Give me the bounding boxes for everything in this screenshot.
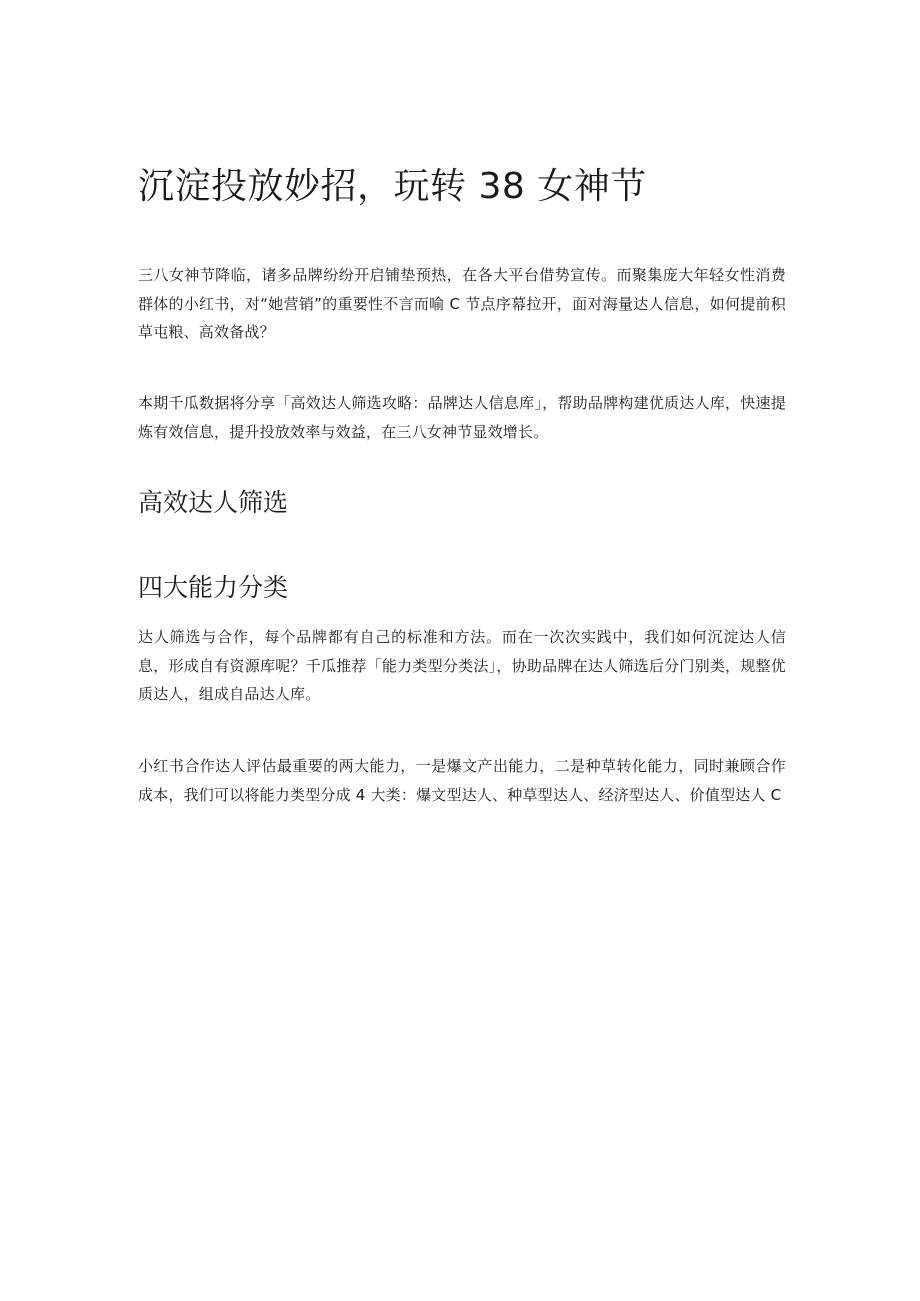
section-heading-filter: 高效达人筛选 (138, 488, 289, 517)
categories-paragraph: 小红书合作达人评估最重要的两大能力，一是爆文产出能力，二是种草转化能力，同时兼顾合作成本，我们可以将能力类型分成 4 大类：爆文型达人、种草型达人、经济型达人、价值型达人 C (138, 757, 786, 804)
intro-paragraph: 三八女神节降临，诸多品牌纷纷开启铺垫预热，在各大平台借势宣传。而聚集庞大年轻女性消费群体的小红书，对“她营销”的重要性不言而喻 C 节点序幕拉开，面对海量达人信息，如何提前积草屯粮、高效备战？ (138, 266, 786, 341)
document-title: 沉淀投放妙招，玩转 38 女神节 (138, 166, 647, 207)
section-heading-categories: 四大能力分类 (138, 573, 289, 602)
share-paragraph: 本期千瓜数据将分享「高效达人筛选攻略：品牌达人信息库」，帮助品牌构建优质达人库，快速提炼有效信息，提升投放效率与效益，在三八女神节显效增长。 (138, 394, 786, 441)
filter-intro-paragraph: 达人筛选与合作，每个品牌都有自己的标准和方法。而在一次次实践中，我们如何沉淀达人信息，形成自有资源库呢？千瓜推荐「能力类型分类法」，协助品牌在达人筛选后分门别类，规整优质达人，组成自品达人库。 (138, 628, 786, 703)
